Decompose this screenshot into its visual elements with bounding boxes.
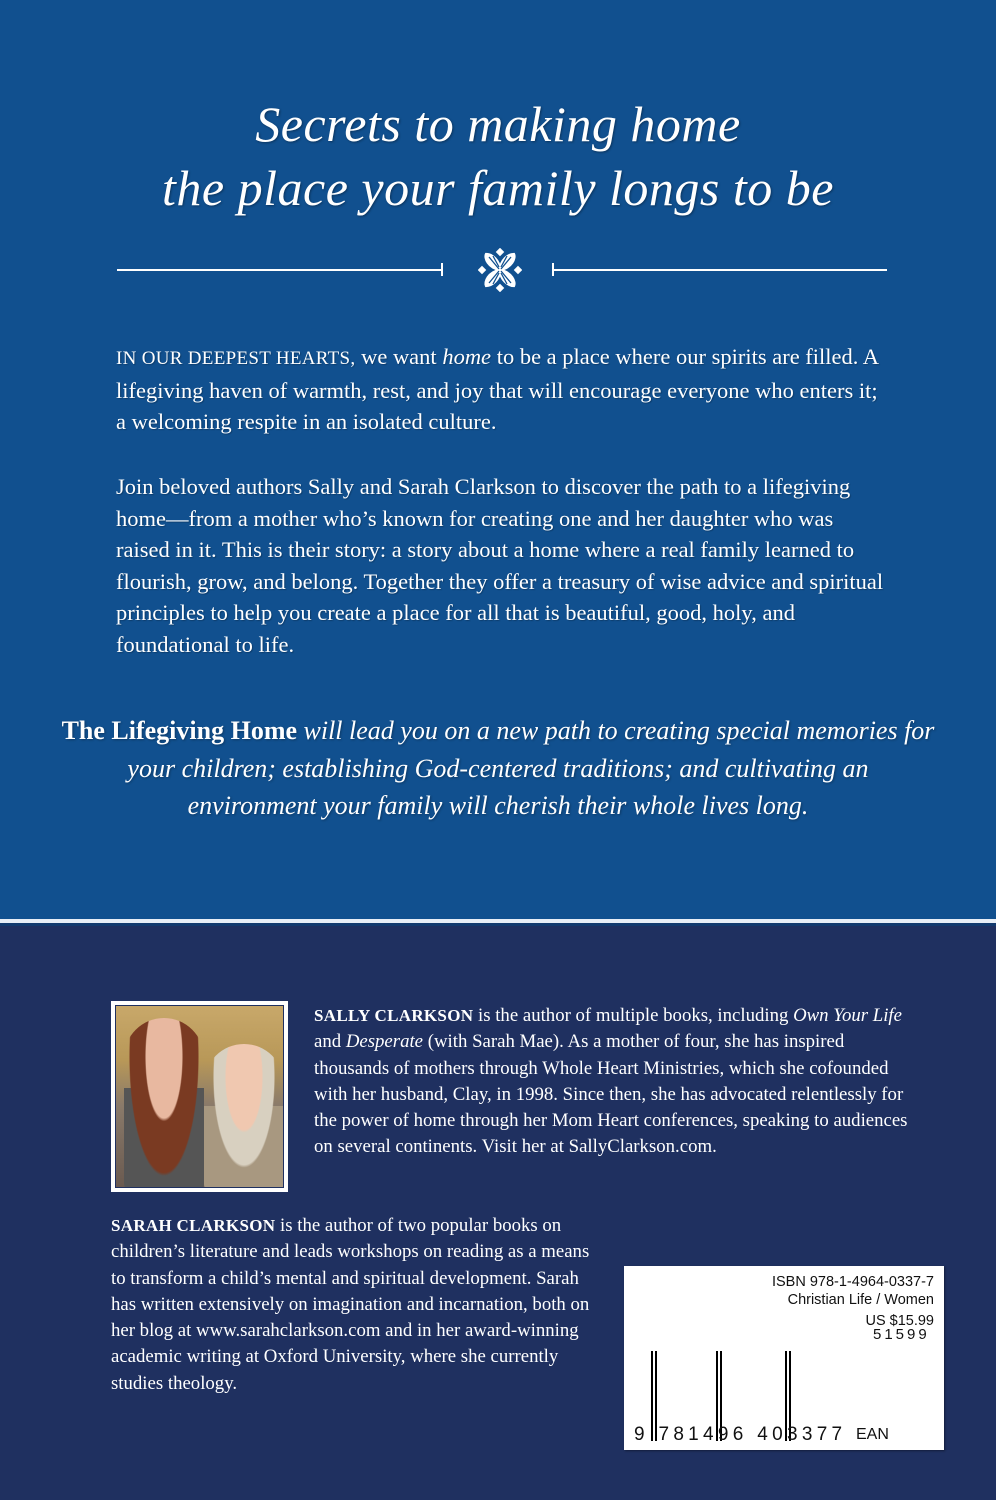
sally-bio-text-1: is the author of multiple books, including xyxy=(473,1005,794,1026)
sally-bio-text-3: (with Sarah Mae). As a mother of four, she has inspired thousands of mothers through Whole Heart Ministries, which she cofounded with her husband, Clay, in 1998. Since then, she has advocated relentlessly for the power of home through her Mom Heart conferences, speaking to audiences on several continents. Visit her at SallyClarkson.com. xyxy=(314,1031,908,1158)
promise-paragraph xyxy=(60,712,936,825)
book-price: US $15.99 xyxy=(865,1313,934,1329)
ean-barcode-bars xyxy=(651,1351,791,1433)
tagline-line-1: Secrets to making home xyxy=(255,96,741,152)
tagline xyxy=(0,92,996,220)
photo-person-sally xyxy=(204,1044,284,1188)
price-addon-code: 51599 xyxy=(873,1326,930,1343)
sally-bio-text-2: and xyxy=(314,1031,346,1053)
intro-text-1: we want xyxy=(355,344,443,369)
promise-text: will lead you on a new path to creating special memories for your children; establishing God-centered traditions; and cultivating an environment your family will cherish their whole lives long. xyxy=(127,716,935,820)
sally-book-2: Desperate xyxy=(345,1031,424,1053)
intro-lead: IN OUR DEEPEST HEARTS, xyxy=(116,348,356,369)
flower-ornament-icon xyxy=(478,248,522,292)
ornament-tick-left xyxy=(441,263,443,276)
ornament-divider xyxy=(0,240,996,300)
intro-paragraph xyxy=(116,341,886,438)
book-title: The Lifegiving Home xyxy=(61,716,298,745)
sally-name: SALLY CLARKSON xyxy=(314,1006,474,1025)
intro-emphasis: home xyxy=(442,344,492,369)
sally-book-1: Own Your Life xyxy=(793,1005,902,1026)
ean-label: EAN xyxy=(856,1426,889,1443)
intro-text-2: to be a place where our spirits are filled. A lifegiving haven of warmth, rest, and joy that will encourage everyone who enters it; a welcoming respite in an isolated culture. xyxy=(116,344,878,435)
barcode-digits: 9 781496 403377 xyxy=(634,1424,847,1445)
photo-person-sarah xyxy=(124,1018,204,1188)
ornament-rule-left xyxy=(117,269,443,271)
book-category: Christian Life / Women xyxy=(787,1292,934,1308)
isbn-barcode-box xyxy=(624,1266,944,1450)
author-photo xyxy=(111,1001,288,1192)
isbn-number: ISBN 978-1-4964-0337-7 xyxy=(771,1274,934,1290)
sarah-clarkson-bio xyxy=(111,1213,591,1397)
sarah-name: SARAH CLARKSON xyxy=(111,1216,276,1235)
author-photo-image xyxy=(115,1005,284,1188)
price-addon-bars xyxy=(854,1363,918,1433)
tagline-line-2: the place your family longs to be xyxy=(162,160,834,216)
sally-clarkson-bio xyxy=(314,1003,924,1161)
description-paragraph: Join beloved authors Sally and Sarah Clarkson to discover the path to a lifegiving home—from a mother who’s known for creating one and her daughter who was raised in it. This is their story: a story about a home where a real family learned to flourish, grow, and belong. Together they offer a treasury of wise advice and spiritual principles to help you create a place for all that is beautiful, good, holy, and foundational to life. xyxy=(116,474,884,657)
ornament-rule-right xyxy=(552,269,887,271)
sarah-bio-text: is the author of two popular books on children’s literature and leads workshops on reading as a means to transform a child’s mental and spiritual development. Sarah has written extensively on imagination and incarnation, both on her blog at www.sarahclarkson.com and in her award-winning academic writing at Oxford University, where she currently studies theology. xyxy=(111,1215,590,1394)
